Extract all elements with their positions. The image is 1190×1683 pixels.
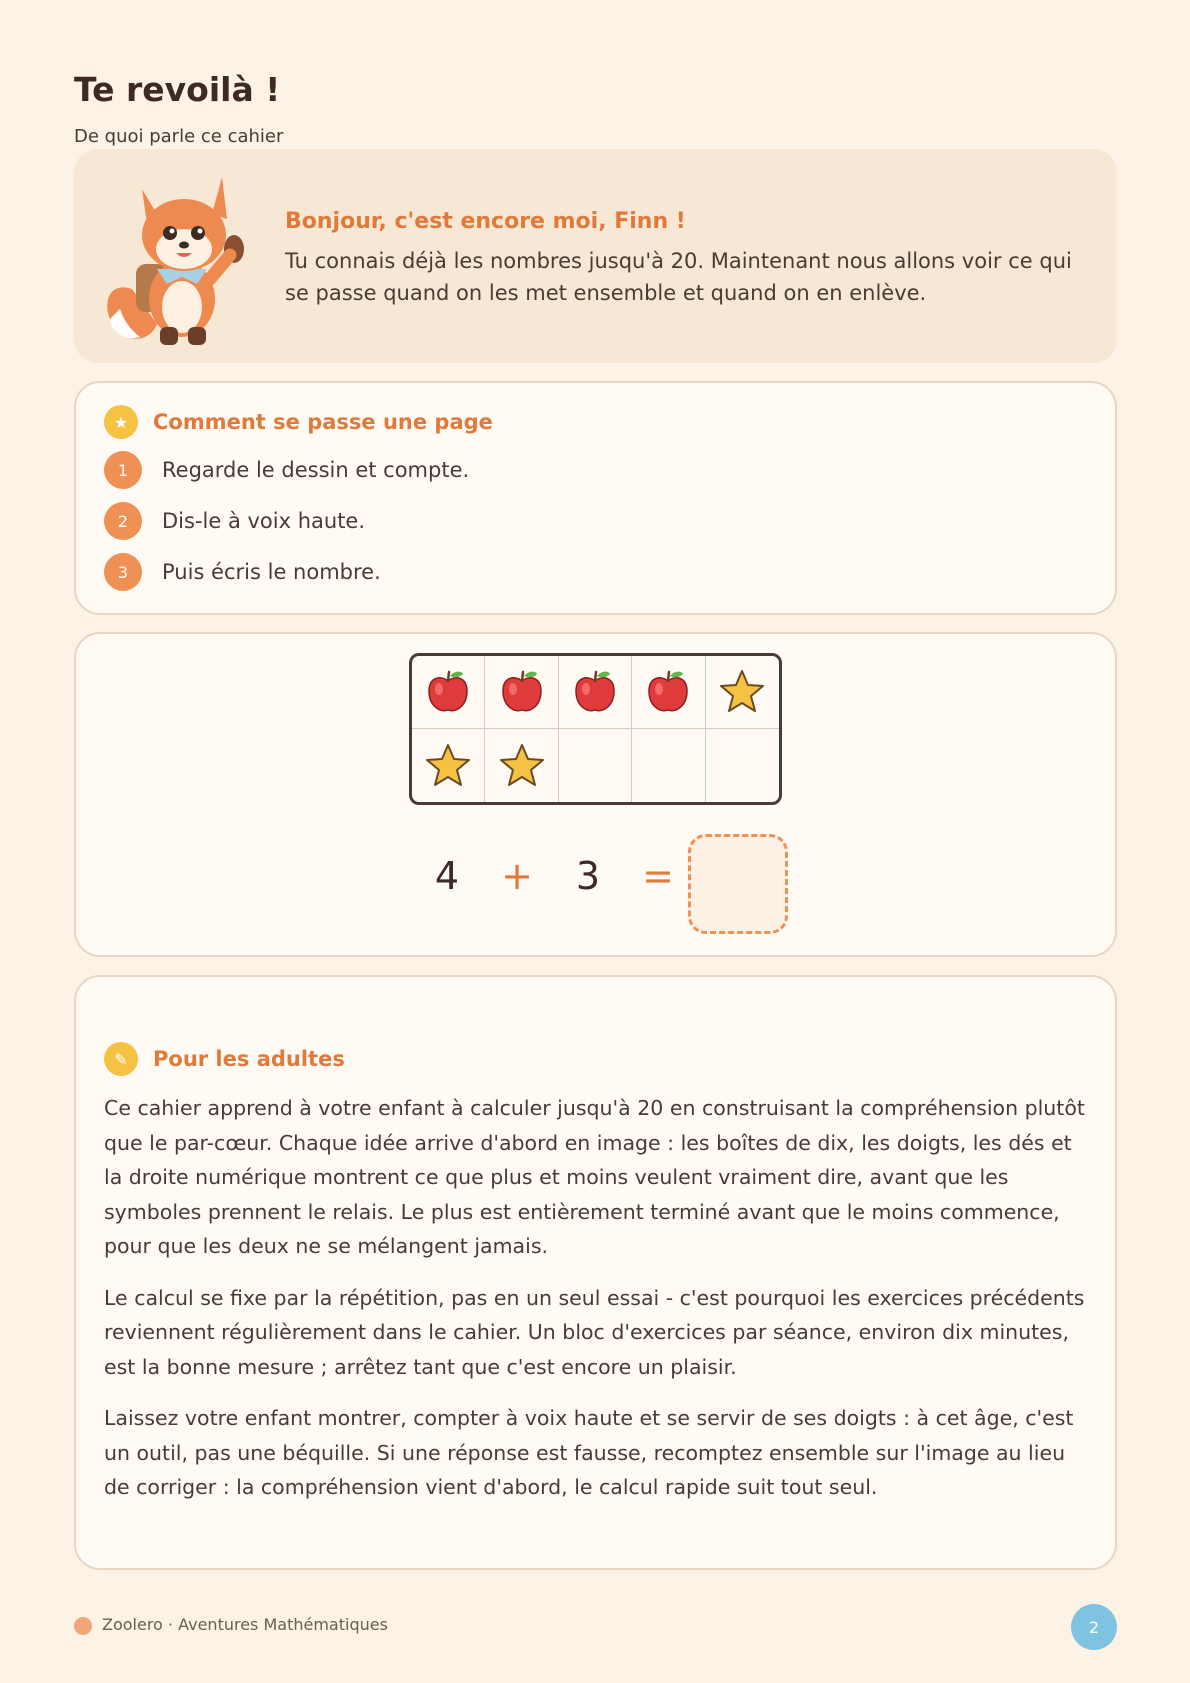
ten-frame-cell <box>706 656 779 729</box>
step-number: 2 <box>104 502 142 540</box>
adults-paragraph: Le calcul se fixe par la répétition, pas en un seul essai - c'est pourquoi les exercices précédents reviennent régulièrement dans le cahier. Un bloc d'exercices par séance, environ dix minutes, est la bonne mesure ; arrêtez tant que c'est encore un plaisir. <box>104 1285 1085 1379</box>
ten-frame-cell <box>485 656 558 729</box>
apple-icon <box>423 667 473 717</box>
equation-addend-b: 3 <box>575 854 601 898</box>
star-icon: ★ <box>104 405 138 439</box>
adults-heading-label: Pour les adultes <box>153 1047 345 1071</box>
fox-mascot-icon <box>102 169 252 349</box>
apple-icon <box>497 667 547 717</box>
ten-frame-cell <box>706 729 779 802</box>
star-icon <box>497 741 547 791</box>
step-item <box>104 502 365 540</box>
answer-box[interactable] <box>688 834 788 934</box>
footer-brand: Zoolero · Aventures Mathématiques <box>102 1615 388 1634</box>
ten-frame-cell <box>559 656 632 729</box>
intro-box <box>74 149 1117 363</box>
steps-heading <box>104 405 493 439</box>
equation-plus-sign: + <box>501 854 533 898</box>
ten-frame-cell <box>485 729 558 802</box>
steps-card <box>74 381 1117 615</box>
page-title: Te revoilà ! <box>74 70 281 109</box>
apple-icon <box>643 667 693 717</box>
ten-frame-cell <box>559 729 632 802</box>
equation <box>76 834 1115 934</box>
adults-text <box>104 1091 1094 1522</box>
star-icon <box>423 741 473 791</box>
intro-text: Tu connais déjà les nombres jusqu'à 20. Maintenant nous allons voir ce qui se passe quand on les met ensemble et quand on en enlève. <box>285 249 1072 305</box>
footer-dot-icon <box>74 1617 92 1635</box>
ten-frame-cell <box>412 656 485 729</box>
step-item <box>104 451 469 489</box>
star-icon <box>717 667 767 717</box>
exercise-card <box>74 632 1117 957</box>
steps-heading-label: Comment se passe une page <box>153 410 493 434</box>
ten-frame-cell <box>412 729 485 802</box>
adults-heading <box>104 1042 345 1076</box>
ten-frame-cell <box>632 729 705 802</box>
equation-addend-a: 4 <box>434 854 460 898</box>
step-text: Dis-le à voix haute. <box>162 509 366 533</box>
adults-paragraph: Ce cahier apprend à votre enfant à calculer jusqu'à 20 en construisant la compréhension plutôt que le par-cœur. Chaque idée arrive d'abord en image : les boîtes de dix, les doigts, les dés et la droite numérique montrent ce que plus et moins veulent vraiment dire, avant que les symboles prennent le relais. Le plus est entièrement terminé avant que le moins commence, pour que les deux ne se mélangent jamais. <box>104 1096 1085 1258</box>
adults-paragraph: Laissez votre enfant montrer, compter à voix haute et se servir de ses doigts : à cet âge, c'est un outil, pas une béquille. Si une réponse est fausse, recomptez ensemble sur l'image au lieu de corriger : la compréhension vient d'abord, le calcul rapide suit tout seul. <box>104 1406 1074 1499</box>
step-item <box>104 553 381 591</box>
ten-frame-cell <box>632 656 705 729</box>
page-subtitle: De quoi parle ce cahier <box>74 126 284 147</box>
step-text: Regarde le dessin et compte. <box>162 458 470 482</box>
intro-heading: Bonjour, c'est encore moi, Finn ! <box>285 209 686 234</box>
pencil-icon: ✎ <box>104 1042 138 1076</box>
apple-icon <box>570 667 620 717</box>
ten-frame <box>409 653 782 805</box>
equation-equals-sign: = <box>642 854 674 898</box>
step-number: 1 <box>104 451 142 489</box>
adults-card <box>74 975 1117 1570</box>
step-text: Puis écris le nombre. <box>162 560 381 584</box>
step-number: 3 <box>104 553 142 591</box>
page-number: 2 <box>1071 1604 1117 1650</box>
